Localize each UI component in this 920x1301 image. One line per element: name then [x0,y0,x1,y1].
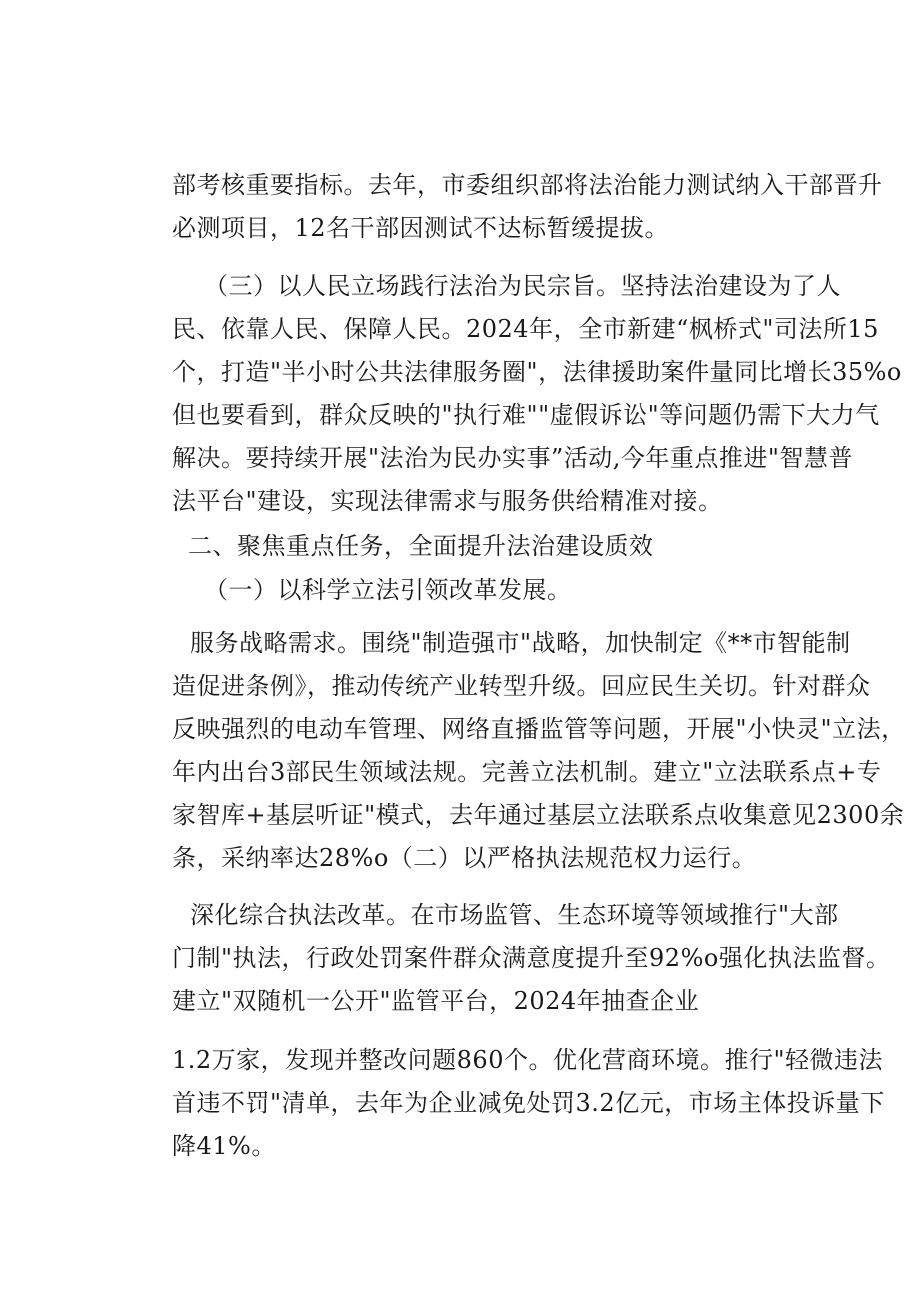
body-line-17: 深化综合执法改革。在市场监管、生态环境等领域推行"大部 [190,901,839,929]
body-line-13: 反映强烈的电动车管理、网络直播监管等问题，开展"小快灵"立法， [172,715,906,743]
body-line-7: 解决。要持续开展"法治为民办实事”活动,今年重点推进"智慧普 [172,444,853,472]
body-line-18: 门制"执法，行政处罚案件群众满意度提升至92%o强化执法监督。 [172,944,891,972]
body-line-21: 首违不罚"清单，去年为企业减免处罚3.2亿元，市场主体投诉量下 [172,1089,885,1117]
body-line-5: 个，打造"半小时公共法律服务圈"，法律援助案件量同比增长35%o [172,358,902,386]
body-line-1: 部考核重要指标。去年，市委组织部将法治能力测试纳入干部晋升 [172,171,883,199]
body-line-12: 造促进条例》，推动传统产业转型升级。回应民生关切。针对群众 [172,672,871,700]
body-line-6: 但也要看到，群众反映的"执行难""虚假诉讼"等问题仍需下大力气 [172,401,880,429]
body-line-19: 建立"双随机一公开"监管平台，2024年抽查企业 [172,987,700,1015]
section-heading-1: （一）以科学立法引领改革发展。 [204,576,572,604]
body-line-16: 条，采纳率达28%o（二）以严格执法规范权力运行。 [172,844,757,872]
body-line-22: 降41%。 [172,1132,276,1160]
body-line-15: 家智库+基层听证"模式，去年通过基层立法联系点收集意见2300余 [172,801,905,829]
body-line-4: 民、依靠人民、保障人民。2024年，全市新建“枫桥式"司法所15 [172,315,879,343]
body-line-2: 必测项目，12名干部因测试不达标暂缓提拔。 [172,214,670,242]
body-line-20: 1.2万家，发现并整改问题860个。优化营商环境。推行"轻微违法 [172,1046,884,1074]
body-line-14: 年内出台3部民生领域法规。完善立法机制。建立"立法联系点+专 [172,758,882,786]
section-heading-3: （三）以人民立场践行法治为民宗旨。坚持法治建设为了人 [204,272,841,300]
body-line-8: 法平台"建设，实现法律需求与服务供给精准对接。 [172,487,723,515]
body-line-11: 服务战略需求。围绕"制造强市"战略，加快制定《**市智能制 [190,629,851,657]
chapter-heading-2: 二、聚焦重点任务，全面提升法治建设质效 [188,532,654,560]
